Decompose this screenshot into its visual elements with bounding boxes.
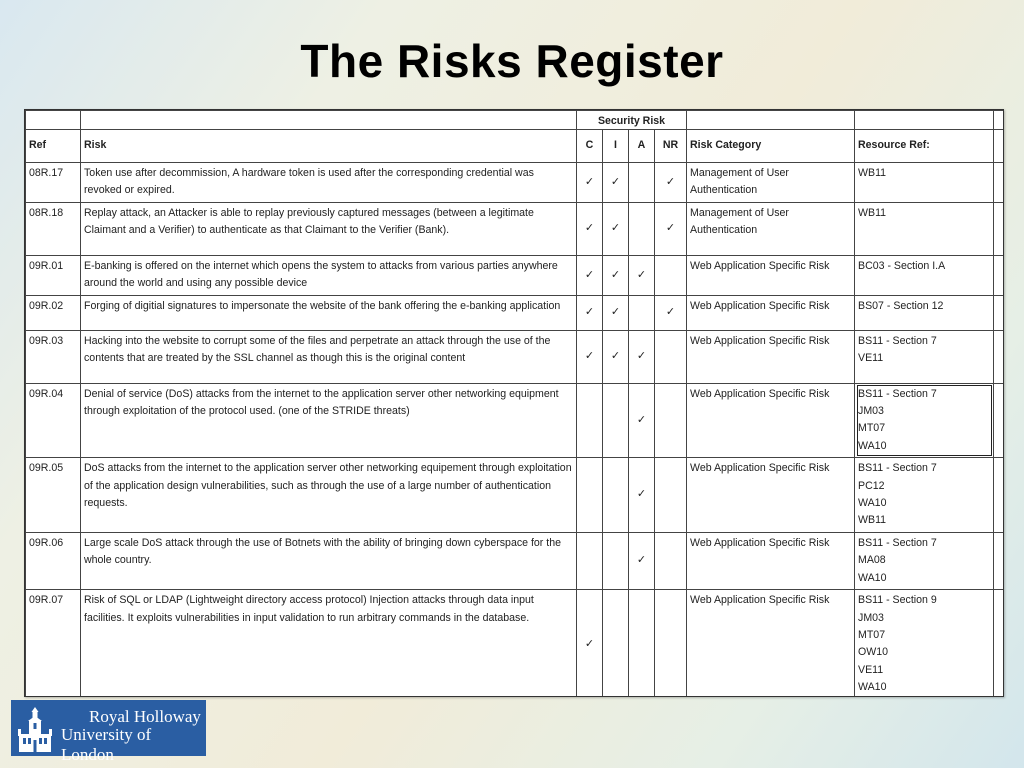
header-c: C [577,130,603,163]
resource-ref: WB11 [858,206,887,219]
header-a: A [629,130,655,163]
risk-description-cell: Large scale DoS attack through the use of Botnets with the ability of bringing down cyberspace for the whole country. [81,532,577,589]
risk-description-cell: Token use after decommission, A hardware token is used after the corresponding credential was revoked or expired. [81,163,577,203]
resource-ref: MA08 [858,554,886,567]
risk-ref-cell: 08R.18 [26,202,81,255]
header-nr: NR [655,130,687,163]
column-header-row [26,130,1004,163]
header-risk-category: Risk Category [687,130,855,163]
confidentiality-mark [577,532,603,589]
security-risk-header: Security Risk [577,111,687,130]
header-i: I [603,130,629,163]
integrity-mark [603,532,629,589]
table-row [26,532,1004,589]
availability-mark [629,295,655,330]
integrity-mark: ✓ [603,202,629,255]
risk-ref-cell: 09R.06 [26,532,81,589]
availability-mark: ✓ [629,383,655,458]
risk-register-table [24,109,1004,697]
table-row [26,590,1004,697]
risk-category-cell: Management of User Authentication [687,202,855,255]
non-repudiation-mark: ✓ [655,163,687,203]
integrity-mark [603,590,629,697]
resource-ref: BS11 - Section 9 [858,594,937,607]
resource-ref: BS11 - Section 7 [858,536,937,549]
resource-ref-cell [855,458,994,533]
non-repudiation-mark: ✓ [655,202,687,255]
resource-ref: PC12 [858,479,885,492]
resource-ref-cell [855,255,994,295]
table-row [26,163,1004,203]
risk-description-cell: Denial of service (DoS) attacks from the internet to the application server other networking equipment through exploitation of the protocol used. (one of the STRIDE threats) [81,383,577,458]
resource-ref: BC03 - Section I.A [858,259,946,272]
confidentiality-mark: ✓ [577,330,603,383]
non-repudiation-mark [655,255,687,295]
risk-description-cell: Forging of digitial signatures to impersonate the website of the bank offering the e-banking application [81,295,577,330]
header-ref: Ref [26,130,81,163]
header-risk: Risk [81,130,577,163]
table-row [26,458,1004,533]
risk-category-cell: Web Application Specific Risk [687,255,855,295]
resource-ref-cell [855,383,994,458]
royal-holloway-logo [11,700,206,764]
table-row [26,255,1004,295]
table-row [26,330,1004,383]
resource-ref: VE11 [858,352,884,365]
confidentiality-mark: ✓ [577,163,603,203]
logo-line-2: University of London [61,725,152,764]
risk-ref-cell: 08R.17 [26,163,81,203]
resource-ref: OW10 [858,646,889,659]
resource-ref: MT07 [858,422,886,435]
availability-mark [629,590,655,697]
header-resource-ref: Resource Ref: [855,130,994,163]
risk-ref-cell: 09R.03 [26,330,81,383]
resource-ref: WA10 [858,571,887,584]
resource-ref-cell [855,202,994,255]
risk-description-cell: E-banking is offered on the internet which opens the system to attacks from various parties anywhere around the world and using any possible device [81,255,577,295]
group-header-row [26,111,1004,130]
resource-ref-cell [855,330,994,383]
table-row [26,383,1004,458]
slide-title: The Risks Register [300,35,724,87]
risk-category-cell: Web Application Specific Risk [687,458,855,533]
integrity-mark [603,458,629,533]
resource-ref: WA10 [858,497,887,510]
integrity-mark: ✓ [603,295,629,330]
resource-ref-cell [855,532,994,589]
confidentiality-mark [577,458,603,533]
resource-ref: WB11 [858,167,887,179]
risk-ref-cell: 09R.04 [26,383,81,458]
risk-category-cell: Management of User Authentication [687,163,855,203]
risk-description-cell: Risk of SQL or LDAP (Lightweight directory access protocol) Injection attacks through data input facilities. It exploits vulnerabilities in input validation to run arbitrary commands in the database. [81,590,577,697]
risk-description-cell: DoS attacks from the internet to the application server other networking equipement through exploitation of the application design vulnerabilities, such as through the use of a large number of authentication requests. [81,458,577,533]
non-repudiation-mark [655,532,687,589]
risk-category-cell: Web Application Specific Risk [687,295,855,330]
non-repudiation-mark [655,383,687,458]
risk-ref-cell: 09R.07 [26,590,81,697]
risk-category-cell: Web Application Specific Risk [687,532,855,589]
availability-mark: ✓ [629,458,655,533]
resource-ref-cell [855,295,994,330]
risk-description-cell: Replay attack, an Attacker is able to replay previously captured messages (between a legitimate Claimant and a Verifier) to authenticate as that Claimant to the Verifier (Bank). [81,202,577,255]
resource-ref: JM03 [858,405,884,418]
resource-ref: WA10 [858,439,887,452]
non-repudiation-mark [655,458,687,533]
availability-mark: ✓ [629,255,655,295]
availability-mark: ✓ [629,532,655,589]
resource-ref: JM03 [858,611,884,624]
logo-line-1: Royal Holloway [89,707,201,726]
resource-ref: BS11 - Section 7 [858,387,937,400]
confidentiality-mark: ✓ [577,255,603,295]
availability-mark [629,202,655,255]
resource-ref: BS11 - Section 7 [858,462,937,475]
non-repudiation-mark: ✓ [655,295,687,330]
resource-ref-cell [855,590,994,697]
integrity-mark [603,383,629,458]
availability-mark: ✓ [629,330,655,383]
non-repudiation-mark [655,590,687,697]
resource-ref: BS07 - Section 12 [858,299,944,312]
resource-ref: VE11 [858,663,884,676]
confidentiality-mark: ✓ [577,590,603,697]
integrity-mark: ✓ [603,330,629,383]
risk-ref-cell: 09R.02 [26,295,81,330]
integrity-mark: ✓ [603,255,629,295]
integrity-mark: ✓ [603,163,629,203]
resource-ref: MT07 [858,628,886,641]
table-row [26,295,1004,330]
building-tower-icon [17,707,53,753]
resource-ref: WA10 [858,681,887,694]
resource-ref: BS11 - Section 7 [858,334,937,347]
confidentiality-mark [577,383,603,458]
risk-description-cell: Hacking into the website to corrupt some of the files and perpetrate an attack through the use of the contents that are treated by the SSL channel as though this is the original content [81,330,577,383]
availability-mark [629,163,655,203]
risk-category-cell: Web Application Specific Risk [687,590,855,697]
risk-ref-cell: 09R.05 [26,458,81,533]
risk-rows [26,163,1004,698]
risk-ref-cell: 09R.01 [26,255,81,295]
confidentiality-mark: ✓ [577,295,603,330]
table-row [26,202,1004,255]
resource-ref-cell [855,163,994,203]
risk-category-cell: Web Application Specific Risk [687,330,855,383]
confidentiality-mark: ✓ [577,202,603,255]
resource-ref: WB11 [858,514,887,527]
risk-category-cell: Web Application Specific Risk [687,383,855,458]
risk-table [25,110,1004,697]
non-repudiation-mark [655,330,687,383]
